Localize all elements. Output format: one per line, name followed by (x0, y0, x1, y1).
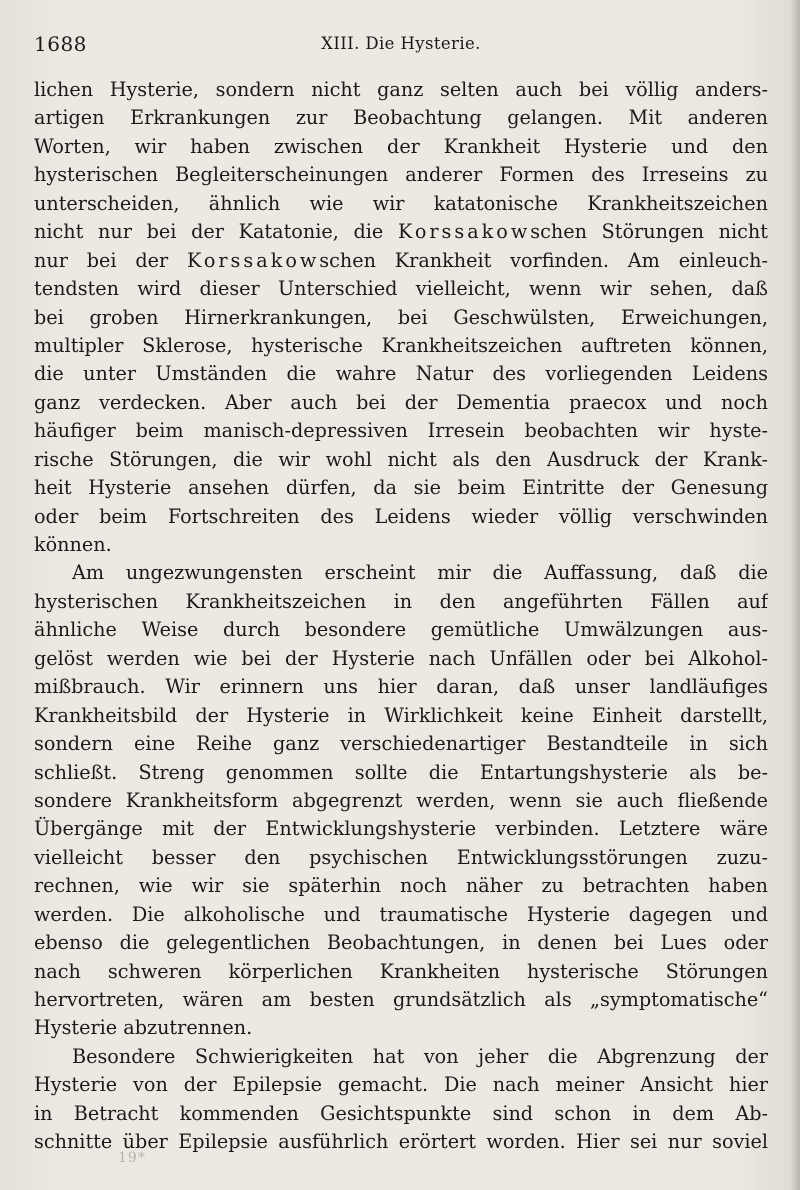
text-line: Übergänge mit der Entwicklungshysterie verbinden. Letztere wäre (34, 817, 768, 841)
text-line: Hysterie abzutrennen. (34, 1016, 253, 1040)
text-line: tendsten wird dieser Unterschied vielleicht, wenn wir sehen, daß (34, 277, 768, 301)
spaced-name: Korssakow (398, 220, 531, 244)
signature-mark: 19* (118, 1150, 146, 1166)
text-line: gelöst werden wie bei der Hysterie nach Unfällen oder bei Alkohol- (34, 646, 768, 670)
text-line: rechnen, wie wir sie späterhin noch näher zu betrachten haben (34, 874, 768, 898)
spaced-name: Korssakow (187, 248, 320, 272)
text-line: sondere Krankheitsform abgegrenzt werden, wenn sie auch fließende (34, 788, 768, 812)
text-line: Besondere Schwierigkeiten hat von jeher die Abgrenzung der (72, 1044, 768, 1068)
text-line: können. (34, 533, 112, 556)
text-line: häufiger beim manisch-depressiven Irresein beobachten wir hyste- (34, 419, 768, 443)
body-text (34, 76, 768, 1157)
text-line: Hysterie von der Epilepsie gemacht. Die nach meiner Ansicht hier (34, 1073, 768, 1097)
text-line: ebenso die gelegentlichen Beobachtungen, in denen bei Lues oder (34, 931, 768, 955)
text-line: Worten, wir haben zwischen der Krankheit Hysterie und den (34, 134, 768, 158)
text-line: ganz verdecken. Aber auch bei der Dementia praecox und noch (34, 390, 768, 414)
text-line: lichen Hysterie, sondern nicht ganz selten auch bei völlig anders- (34, 78, 768, 101)
text-line: hysterischen Begleiterscheinungen anderer Formen des Irreseins zu (34, 163, 768, 187)
text-line: oder beim Fortschreiten des Leidens wieder völlig verschwinden (34, 504, 768, 528)
text-line: vielleicht besser den psychischen Entwicklungsstörungen zuzu- (34, 845, 768, 869)
text-line: mißbrauch. Wir erinnern uns hier daran, daß unser landläufiges (34, 675, 768, 699)
text-line: heit Hysterie ansehen dürfen, da sie beim Eintritte der Genesung (34, 476, 768, 500)
text-line: nur bei der Korssakowschen Krankheit vorfinden. Am einleuch- (34, 248, 768, 272)
page-header (34, 32, 768, 58)
text-line: werden. Die alkoholische und traumatische Hysterie dagegen und (34, 902, 768, 926)
text-line: hysterischen Krankheitszeichen in den angeführten Fällen auf (34, 589, 768, 613)
text-line: rische Störungen, die wir wohl nicht als den Ausdruck der Krank- (34, 447, 768, 471)
text-line: sondern eine Reihe ganz verschiedenartiger Bestandteile in sich (34, 732, 768, 756)
text-line: nicht nur bei der Katatonie, die Korssakowschen Störungen nicht (34, 220, 768, 244)
text-line: schließt. Streng genommen sollte die Entartungshysterie als be- (34, 760, 768, 784)
text-line: hervortreten, wären am besten grundsätzlich als „symptomatische“ (34, 988, 768, 1011)
text-line: bei groben Hirnerkrankungen, bei Geschwülsten, Erweichungen, (34, 305, 768, 329)
text-line: nach schweren körperlichen Krankheiten hysterische Störungen (34, 959, 768, 983)
text-line: unterscheiden, ähnlich wie wir katatonische Krankheitszeichen (34, 191, 768, 215)
page-edge-shadow (790, 0, 800, 1190)
text-line: in Betracht kommenden Gesichtspunkte sind schon in dem Ab- (34, 1101, 768, 1125)
text-line: Am ungezwungensten erscheint mir die Auffassung, daß die (72, 561, 768, 585)
text-line: artigen Erkrankungen zur Beobachtung gelangen. Mit anderen (34, 106, 768, 130)
text-line: die unter Umständen die wahre Natur des vorliegenden Leidens (34, 362, 768, 386)
running-head: XIII. Die Hysterie. (321, 34, 481, 53)
page-number: 1688 (34, 32, 87, 56)
text-line: ähnliche Weise durch besondere gemütliche Umwälzungen aus- (34, 618, 768, 642)
text-line: Krankheitsbild der Hysterie in Wirklichkeit keine Einheit darstellt, (34, 703, 768, 727)
text-line: multipler Sklerose, hysterische Krankheitszeichen auftreten können, (34, 333, 768, 357)
text-line: schnitte über Epilepsie ausführlich erörtert worden. Hier sei nur soviel (34, 1130, 768, 1154)
